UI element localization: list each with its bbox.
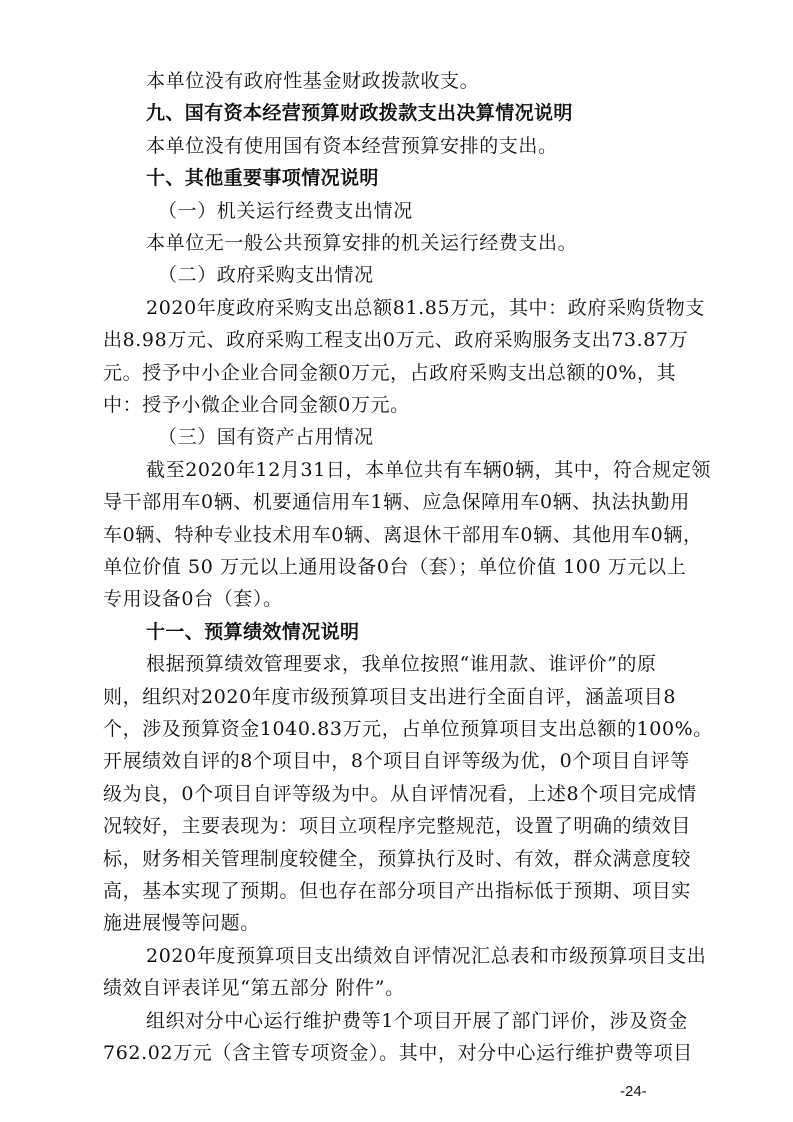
section-heading-11: 十一、预算绩效情况说明 bbox=[146, 621, 360, 643]
body-text: 2020年度预算项目支出绩效自评情况汇总表和市级预算项目支出 bbox=[146, 945, 707, 967]
body-text: 本单位没有使用国有资本经营预算安排的支出。 bbox=[146, 135, 558, 157]
body-text: 根据预算绩效管理要求，我单位按照“谁用款、谁评价”的原 bbox=[146, 653, 657, 675]
body-text: 导干部用车0辆、机要通信用车1辆、应急保障用车0辆、执法执勤用 bbox=[103, 491, 690, 513]
body-text: 2020年度政府采购支出总额81.85万元，其中：政府采购货物支 bbox=[146, 297, 705, 319]
body-text: 则，组织对2020年度市级预算项目支出进行全面自评，涵盖项目8 bbox=[103, 686, 677, 708]
body-text: 标，财务相关管理制度较健全，预算执行及时、有效，群众满意度较 bbox=[103, 848, 692, 870]
subsection-heading-2: （二）政府采购支出情况 bbox=[158, 264, 374, 286]
page-number: -24- bbox=[620, 1083, 647, 1100]
subsection-heading-3: （三）国有资产占用情况 bbox=[158, 426, 374, 448]
body-text: 况较好，主要表现为：项目立项程序完整规范，设置了明确的绩效目 bbox=[103, 815, 692, 837]
body-text: 级为良，0个项目自评等级为中。从自评情况看，上述8个项目完成情 bbox=[103, 783, 697, 805]
body-text: 中：授予小微企业合同金额0万元。 bbox=[103, 394, 410, 416]
body-text: 出8.98万元、政府采购工程支出0万元、政府采购服务支出73.87万 bbox=[103, 329, 689, 351]
body-text: 元。授予中小企业合同金额0万元，占政府采购支出总额的0%，其 bbox=[103, 362, 677, 384]
body-text: 开展绩效自评的8个项目中，8个项目自评等级为优，0个项目自评等 bbox=[103, 750, 690, 772]
body-text: 单位价值 50 万元以上通用设备0台（套）；单位价值 100 万元以上 bbox=[103, 556, 687, 578]
body-text: 专用设备0台（套）。 bbox=[103, 588, 283, 610]
body-text: 762.02万元（含主管专项资金）。其中，对分中心运行维护费等项目 bbox=[103, 1042, 693, 1064]
section-heading-9: 九、国有资本经营预算财政拨款支出决算情况说明 bbox=[146, 102, 573, 124]
body-text: 施进展慢等问题。 bbox=[103, 912, 260, 934]
body-text: 车0辆、特种专业技术用车0辆、离退休干部用车0辆、其他用车0辆， bbox=[103, 524, 703, 546]
body-text: 组织对分中心运行维护费等1个项目开展了部门评价，涉及资金 bbox=[146, 1010, 688, 1032]
body-text: 截至2020年12月31日，本单位共有车辆0辆，其中，符合规定领 bbox=[146, 459, 711, 481]
subsection-heading-1: （一）机关运行经费支出情况 bbox=[158, 200, 413, 222]
section-heading-10: 十、其他重要事项情况说明 bbox=[146, 167, 379, 189]
body-text: 绩效自评表详见“第五部分 附件”。 bbox=[103, 977, 405, 999]
body-text: 个，涉及预算资金1040.83万元，占单位预算项目支出总额的100%。 bbox=[103, 718, 713, 740]
body-text: 高，基本实现了预期。但也存在部分项目产出指标低于预期、项目实 bbox=[103, 880, 692, 902]
body-text: 本单位没有政府性基金财政拨款收支。 bbox=[146, 70, 480, 92]
body-text: 本单位无一般公共预算安排的机关运行经费支出。 bbox=[146, 232, 578, 254]
